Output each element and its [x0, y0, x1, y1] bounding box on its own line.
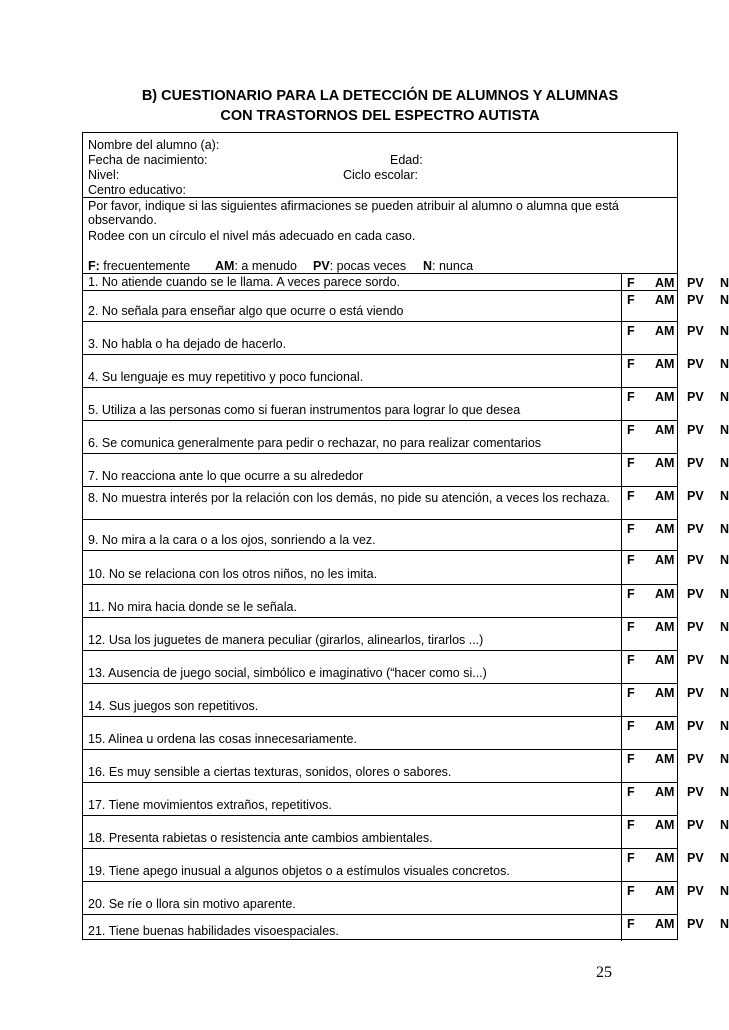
option-f[interactable]: F [627, 276, 635, 290]
option-pv[interactable]: PV [687, 917, 704, 931]
row-divider [83, 321, 677, 322]
level-label: Nivel: [88, 168, 120, 182]
question-text: 8. No muestra interés por la relación con los demás, no pide su atención, a veces los rechaza. [88, 491, 610, 505]
question-text: 10. No se relaciona con los otros niños, no les imita. [88, 567, 378, 581]
option-am[interactable]: AM [655, 489, 675, 503]
row-divider [83, 749, 677, 750]
option-n[interactable]: N [720, 818, 729, 832]
row-divider [83, 420, 677, 421]
question-text: 19. Tiene apego inusual a algunos objetos o a estímulos visuales concretos. [88, 864, 510, 878]
row-divider [83, 617, 677, 618]
question-text: 7. No reacciona ante lo que ocurre a su alrededor [88, 469, 364, 483]
option-pv[interactable]: PV [687, 456, 704, 470]
option-f[interactable]: F [627, 884, 635, 898]
divider [83, 273, 677, 274]
option-am[interactable]: AM [655, 653, 675, 667]
option-am[interactable]: AM [655, 390, 675, 404]
document-title [80, 86, 680, 126]
option-f[interactable]: F [627, 587, 635, 601]
option-pv[interactable]: PV [687, 884, 704, 898]
option-am[interactable]: AM [655, 686, 675, 700]
questionnaire-table [82, 132, 729, 940]
option-n[interactable]: N [720, 884, 729, 898]
option-f[interactable]: F [627, 390, 635, 404]
option-am[interactable]: AM [655, 917, 675, 931]
question-text: 4. Su lenguaje es muy repetitivo y poco funcional. [88, 370, 364, 384]
option-n[interactable]: N [720, 522, 729, 536]
option-pv[interactable]: PV [687, 423, 704, 437]
question-text: 6. Se comunica generalmente para pedir o rechazar, no para realizar comentarios [88, 436, 542, 450]
option-pv[interactable]: PV [687, 489, 704, 503]
row-divider [83, 782, 677, 783]
question-text: 5. Utiliza a las personas como si fueran instrumentos para lograr lo que desea [88, 403, 521, 417]
option-pv[interactable]: PV [687, 276, 704, 290]
option-pv[interactable]: PV [687, 587, 704, 601]
legend-nunca [423, 259, 473, 273]
instructions-text: Por favor, indique si las siguientes afirmaciones se pueden atribuir al alumno o alumna que está observando. [88, 199, 619, 227]
option-f[interactable]: F [627, 719, 635, 733]
legend-am-key: AM [215, 259, 235, 273]
option-n[interactable]: N [720, 785, 729, 799]
option-pv[interactable]: PV [687, 818, 704, 832]
title-line-1: B) CUESTIONARIO PARA LA DETECCIÓN DE ALUMNOS Y ALUMNAS [141, 88, 619, 104]
option-n[interactable]: N [720, 293, 729, 307]
row-divider [83, 387, 677, 388]
option-pv[interactable]: PV [687, 851, 704, 865]
option-f[interactable]: F [627, 293, 635, 307]
column-divider [621, 273, 622, 941]
row-divider [83, 848, 677, 849]
question-text: 17. Tiene movimientos extraños, repetitivos. [88, 798, 332, 812]
row-divider [83, 453, 677, 454]
option-n[interactable]: N [720, 620, 729, 634]
option-n[interactable]: N [720, 456, 729, 470]
legend-n-key: N [423, 259, 433, 273]
option-f[interactable]: F [627, 620, 635, 634]
option-n[interactable]: N [720, 390, 729, 404]
row-divider [83, 914, 677, 915]
option-pv[interactable]: PV [687, 324, 704, 338]
row-divider [83, 354, 677, 355]
option-am[interactable]: AM [655, 423, 675, 437]
legend-am-text: : a menudo [234, 259, 297, 273]
option-f[interactable]: F [627, 818, 635, 832]
option-f[interactable]: F [627, 423, 635, 437]
option-pv[interactable]: PV [687, 686, 704, 700]
option-n[interactable]: N [720, 587, 729, 601]
question-text: 9. No mira a la cara o a los ojos, sonriendo a la vez. [88, 533, 376, 547]
option-pv[interactable]: PV [687, 620, 704, 634]
option-pv[interactable]: PV [687, 522, 704, 536]
row-divider [83, 815, 677, 816]
row-divider [83, 519, 677, 520]
instructions-circle-text: Rodee con un círculo el nivel más adecuado en cada caso. [88, 229, 416, 243]
school-label: Centro educativo: [88, 183, 186, 197]
question-text: 13. Ausencia de juego social, simbólico e imaginativo (“hacer como si...) [88, 666, 487, 680]
legend-a-menudo [215, 259, 297, 273]
option-n[interactable]: N [720, 357, 729, 371]
option-pv[interactable]: PV [687, 293, 704, 307]
option-am[interactable]: AM [655, 357, 675, 371]
row-divider [83, 486, 677, 487]
option-am[interactable]: AM [655, 276, 675, 290]
option-am[interactable]: AM [655, 752, 675, 766]
row-divider [83, 881, 677, 882]
option-pv[interactable]: PV [687, 357, 704, 371]
question-text: 16. Es muy sensible a ciertas texturas, sonidos, olores o sabores. [88, 765, 452, 779]
option-f[interactable]: F [627, 522, 635, 536]
question-text: 3. No habla o ha dejado de hacerlo. [88, 337, 287, 351]
option-pv[interactable]: PV [687, 553, 704, 567]
divider [83, 197, 677, 198]
row-divider [83, 584, 677, 585]
question-text: 15. Alinea u ordena las cosas innecesariamente. [88, 732, 357, 746]
question-text: 12. Usa los juguetes de manera peculiar (girarlos, alinearlos, tirarlos ...) [88, 633, 484, 647]
option-pv[interactable]: PV [687, 653, 704, 667]
question-text: 2. No señala para enseñar algo que ocurre o está viendo [88, 304, 404, 318]
option-am[interactable]: AM [655, 818, 675, 832]
question-text: 1. No atiende cuando se le llama. A veces parece sordo. [88, 275, 400, 289]
option-n[interactable]: N [720, 719, 729, 733]
option-am[interactable]: AM [655, 884, 675, 898]
option-am[interactable]: AM [655, 620, 675, 634]
option-f[interactable]: F [627, 917, 635, 931]
student-name-label: Nombre del alumno (a): [88, 138, 220, 152]
option-am[interactable]: AM [655, 522, 675, 536]
age-label: Edad: [390, 153, 423, 167]
option-f[interactable]: F [627, 489, 635, 503]
option-am[interactable]: AM [655, 456, 675, 470]
question-text: 11. No mira hacia donde se le señala. [88, 600, 297, 614]
option-f[interactable]: F [627, 324, 635, 338]
option-n[interactable]: N [720, 851, 729, 865]
row-divider [83, 683, 677, 684]
question-text: 20. Se ríe o llora sin motivo aparente. [88, 897, 296, 911]
option-f[interactable]: F [627, 752, 635, 766]
option-f[interactable]: F [627, 785, 635, 799]
option-n[interactable]: N [720, 553, 729, 567]
question-text: 21. Tiene buenas habilidades visoespaciales. [88, 924, 339, 938]
row-divider [83, 716, 677, 717]
option-am[interactable]: AM [655, 553, 675, 567]
option-n[interactable]: N [720, 276, 729, 290]
option-n[interactable]: N [720, 489, 729, 503]
option-f[interactable]: F [627, 456, 635, 470]
option-f[interactable]: F [627, 357, 635, 371]
page-number: 25 [596, 964, 612, 981]
legend-pv-key: PV [313, 259, 330, 273]
school-cycle-label: Ciclo escolar: [343, 168, 419, 182]
legend-n-text: : nunca [432, 259, 474, 273]
row-divider [83, 290, 677, 291]
option-f[interactable]: F [627, 851, 635, 865]
option-pv[interactable]: PV [687, 752, 704, 766]
option-n[interactable]: N [720, 324, 729, 338]
option-am[interactable]: AM [655, 785, 675, 799]
option-pv[interactable]: PV [687, 785, 704, 799]
title-line-2: CON TRASTORNOS DEL ESPECTRO AUTISTA [220, 108, 540, 124]
row-divider [83, 650, 677, 651]
option-n[interactable]: N [720, 423, 729, 437]
question-text: 18. Presenta rabietas o resistencia ante cambios ambientales. [88, 831, 433, 845]
legend-f-key: F: [88, 259, 100, 273]
legend-f-text: frecuentemente [99, 259, 191, 273]
legend-pv-text: : pocas veces [329, 259, 407, 273]
option-n[interactable]: N [720, 653, 729, 667]
option-am[interactable]: AM [655, 293, 675, 307]
option-f[interactable]: F [627, 553, 635, 567]
option-am[interactable]: AM [655, 851, 675, 865]
birth-date-label: Fecha de nacimiento: [88, 153, 208, 167]
option-f[interactable]: F [627, 653, 635, 667]
option-n[interactable]: N [720, 917, 729, 931]
legend-pocas-veces [313, 259, 406, 273]
option-pv[interactable]: PV [687, 390, 704, 404]
question-text: 14. Sus juegos son repetitivos. [88, 699, 259, 713]
legend-frecuentemente [88, 259, 190, 273]
option-pv[interactable]: PV [687, 719, 704, 733]
option-f[interactable]: F [627, 686, 635, 700]
row-divider [83, 550, 677, 551]
option-am[interactable]: AM [655, 587, 675, 601]
option-am[interactable]: AM [655, 719, 675, 733]
option-n[interactable]: N [720, 752, 729, 766]
option-n[interactable]: N [720, 686, 729, 700]
option-am[interactable]: AM [655, 324, 675, 338]
